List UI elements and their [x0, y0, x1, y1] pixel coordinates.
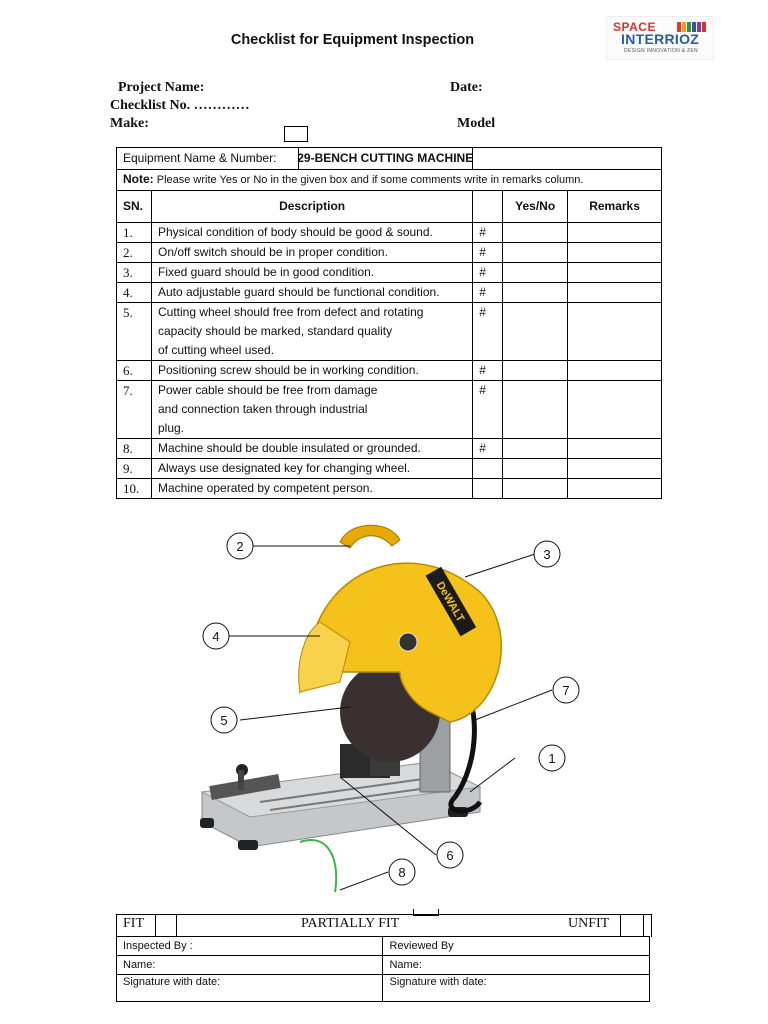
remarks-input[interactable]	[568, 459, 662, 479]
table-row	[117, 381, 662, 439]
row-mark: #	[473, 361, 503, 381]
col-remarks: Remarks	[568, 191, 662, 223]
row-description: Machine operated by competent person.	[151, 479, 472, 499]
description-line: Cutting wheel should free from defect and rotating	[157, 305, 424, 319]
callout-number: 1	[548, 751, 556, 766]
row-number: 1.	[117, 223, 152, 243]
row-mark: #	[473, 439, 503, 459]
reviewer-name-field[interactable]: Name:	[383, 956, 650, 975]
checklist-no-label: Checklist No. …………	[110, 98, 250, 113]
remarks-input[interactable]	[568, 243, 662, 263]
row-number: 7.	[117, 381, 152, 439]
fit-checkbox[interactable]	[155, 915, 177, 937]
model-label: Model	[457, 116, 496, 131]
inspected-by-field[interactable]: Inspected By :	[117, 937, 383, 956]
model-checkbox[interactable]	[284, 126, 308, 142]
row-number: 8.	[117, 439, 152, 459]
table-row	[117, 459, 662, 479]
row-mark: #	[473, 283, 503, 303]
row-mark: #	[473, 243, 503, 263]
logo-line1: SPACE	[613, 20, 656, 34]
company-logo	[606, 16, 714, 60]
table-row	[117, 361, 662, 381]
description-line: plug.	[157, 421, 185, 435]
row-description: Fixed guard should be in good condition.	[151, 263, 472, 283]
callout-number: 8	[398, 865, 406, 880]
table-row	[117, 263, 662, 283]
yes-no-input[interactable]	[503, 263, 568, 283]
note-text: Please write Yes or No in the given box and if some comments write in remarks column.	[156, 174, 584, 186]
unfit-label: UNFIT	[568, 916, 610, 931]
logo-tagline: DESIGN INNOVATION & ZEN	[624, 48, 698, 54]
yes-no-input[interactable]	[503, 361, 568, 381]
col-mark	[473, 191, 503, 223]
row-number: 3.	[117, 263, 152, 283]
row-number: 4.	[117, 283, 152, 303]
inspector-signature-field[interactable]: Signature with date:	[117, 975, 383, 1002]
col-description: Description	[151, 191, 472, 223]
callout-number: 2	[236, 539, 244, 554]
equipment-label: Equipment Name & Number:	[123, 147, 299, 170]
row-number: 2.	[117, 243, 152, 263]
remarks-input[interactable]	[568, 263, 662, 283]
date-label: Date:	[450, 80, 483, 95]
remarks-input[interactable]	[568, 479, 662, 499]
yes-no-input[interactable]	[503, 381, 568, 439]
yes-no-input[interactable]	[503, 223, 568, 243]
row-description: Auto adjustable guard should be functional condition.	[151, 283, 472, 303]
equipment-value: 29-BENCH CUTTING MACHINE	[473, 148, 662, 170]
project-name-label: Project Name:	[118, 80, 205, 95]
callout-number: 6	[446, 848, 454, 863]
row-description: On/off switch should be in proper condition.	[151, 243, 472, 263]
yes-no-input[interactable]	[503, 459, 568, 479]
page-title: Checklist for Equipment Inspection	[230, 32, 475, 48]
note-cell	[117, 170, 662, 191]
table-row	[117, 303, 662, 361]
unfit-checkbox[interactable]	[620, 915, 644, 937]
reviewed-by-field[interactable]: Reviewed By	[383, 937, 650, 956]
partially-fit-label: PARTIALLY FIT	[301, 916, 400, 931]
table-row	[117, 283, 662, 303]
row-mark: #	[473, 381, 503, 439]
yes-no-input[interactable]	[503, 479, 568, 499]
make-label: Make:	[110, 116, 149, 131]
row-description: Positioning screw should be in working condition.	[151, 361, 472, 381]
row-description	[151, 381, 472, 439]
checklist-rows	[117, 223, 662, 499]
remarks-input[interactable]	[568, 223, 662, 243]
logo-line2: INTERRIOZ	[621, 31, 700, 47]
description-line: of cutting wheel used.	[157, 343, 275, 357]
row-number: 6.	[117, 361, 152, 381]
fit-label: FIT	[123, 916, 144, 931]
callout-number: 5	[220, 713, 228, 728]
note-label: Note:	[123, 172, 154, 186]
remarks-input[interactable]	[568, 303, 662, 361]
reviewer-signature-field[interactable]: Signature with date:	[383, 975, 650, 1002]
table-row	[117, 223, 662, 243]
callout-number: 3	[543, 547, 551, 562]
description-line: Power cable should be free from damage	[157, 383, 378, 397]
row-number: 5.	[117, 303, 152, 361]
yes-no-input[interactable]	[503, 303, 568, 361]
yes-no-input[interactable]	[503, 439, 568, 459]
remarks-input[interactable]	[568, 283, 662, 303]
callout-number: 4	[212, 629, 220, 644]
partially-fit-checkbox[interactable]	[413, 909, 439, 916]
row-description	[151, 303, 472, 361]
cutting-machine-diagram	[180, 512, 620, 902]
handle	[340, 525, 400, 548]
inspection-table	[116, 147, 662, 499]
row-mark	[473, 459, 503, 479]
row-mark: #	[473, 303, 503, 361]
row-number: 9.	[117, 459, 152, 479]
col-yes-no: Yes/No	[503, 191, 568, 223]
remarks-input[interactable]	[568, 381, 662, 439]
row-mark	[473, 479, 503, 499]
col-sn: SN.	[117, 191, 152, 223]
brand-text: DeWALT	[433, 579, 467, 625]
yes-no-input[interactable]	[503, 243, 568, 263]
signoff-table	[116, 936, 650, 1002]
inspector-name-field[interactable]: Name:	[117, 956, 383, 975]
table-row	[117, 479, 662, 499]
row-description: Physical condition of body should be good & sound.	[151, 223, 472, 243]
table-row	[117, 243, 662, 263]
remarks-input[interactable]	[568, 361, 662, 381]
yes-no-input[interactable]	[503, 283, 568, 303]
row-mark: #	[473, 263, 503, 283]
base-foot	[238, 840, 258, 850]
row-number: 10.	[117, 479, 152, 499]
row-mark: #	[473, 223, 503, 243]
fit-status-row	[116, 914, 652, 937]
description-line: capacity should be marked, standard quality	[157, 324, 393, 338]
table-row	[117, 439, 662, 459]
row-description: Machine should be double insulated or grounded.	[151, 439, 472, 459]
ground-wire	[300, 840, 336, 892]
row-description: Always use designated key for changing wheel.	[151, 459, 472, 479]
description-line: and connection taken through industrial	[157, 402, 368, 416]
callout-number: 7	[562, 683, 570, 698]
remarks-input[interactable]	[568, 439, 662, 459]
